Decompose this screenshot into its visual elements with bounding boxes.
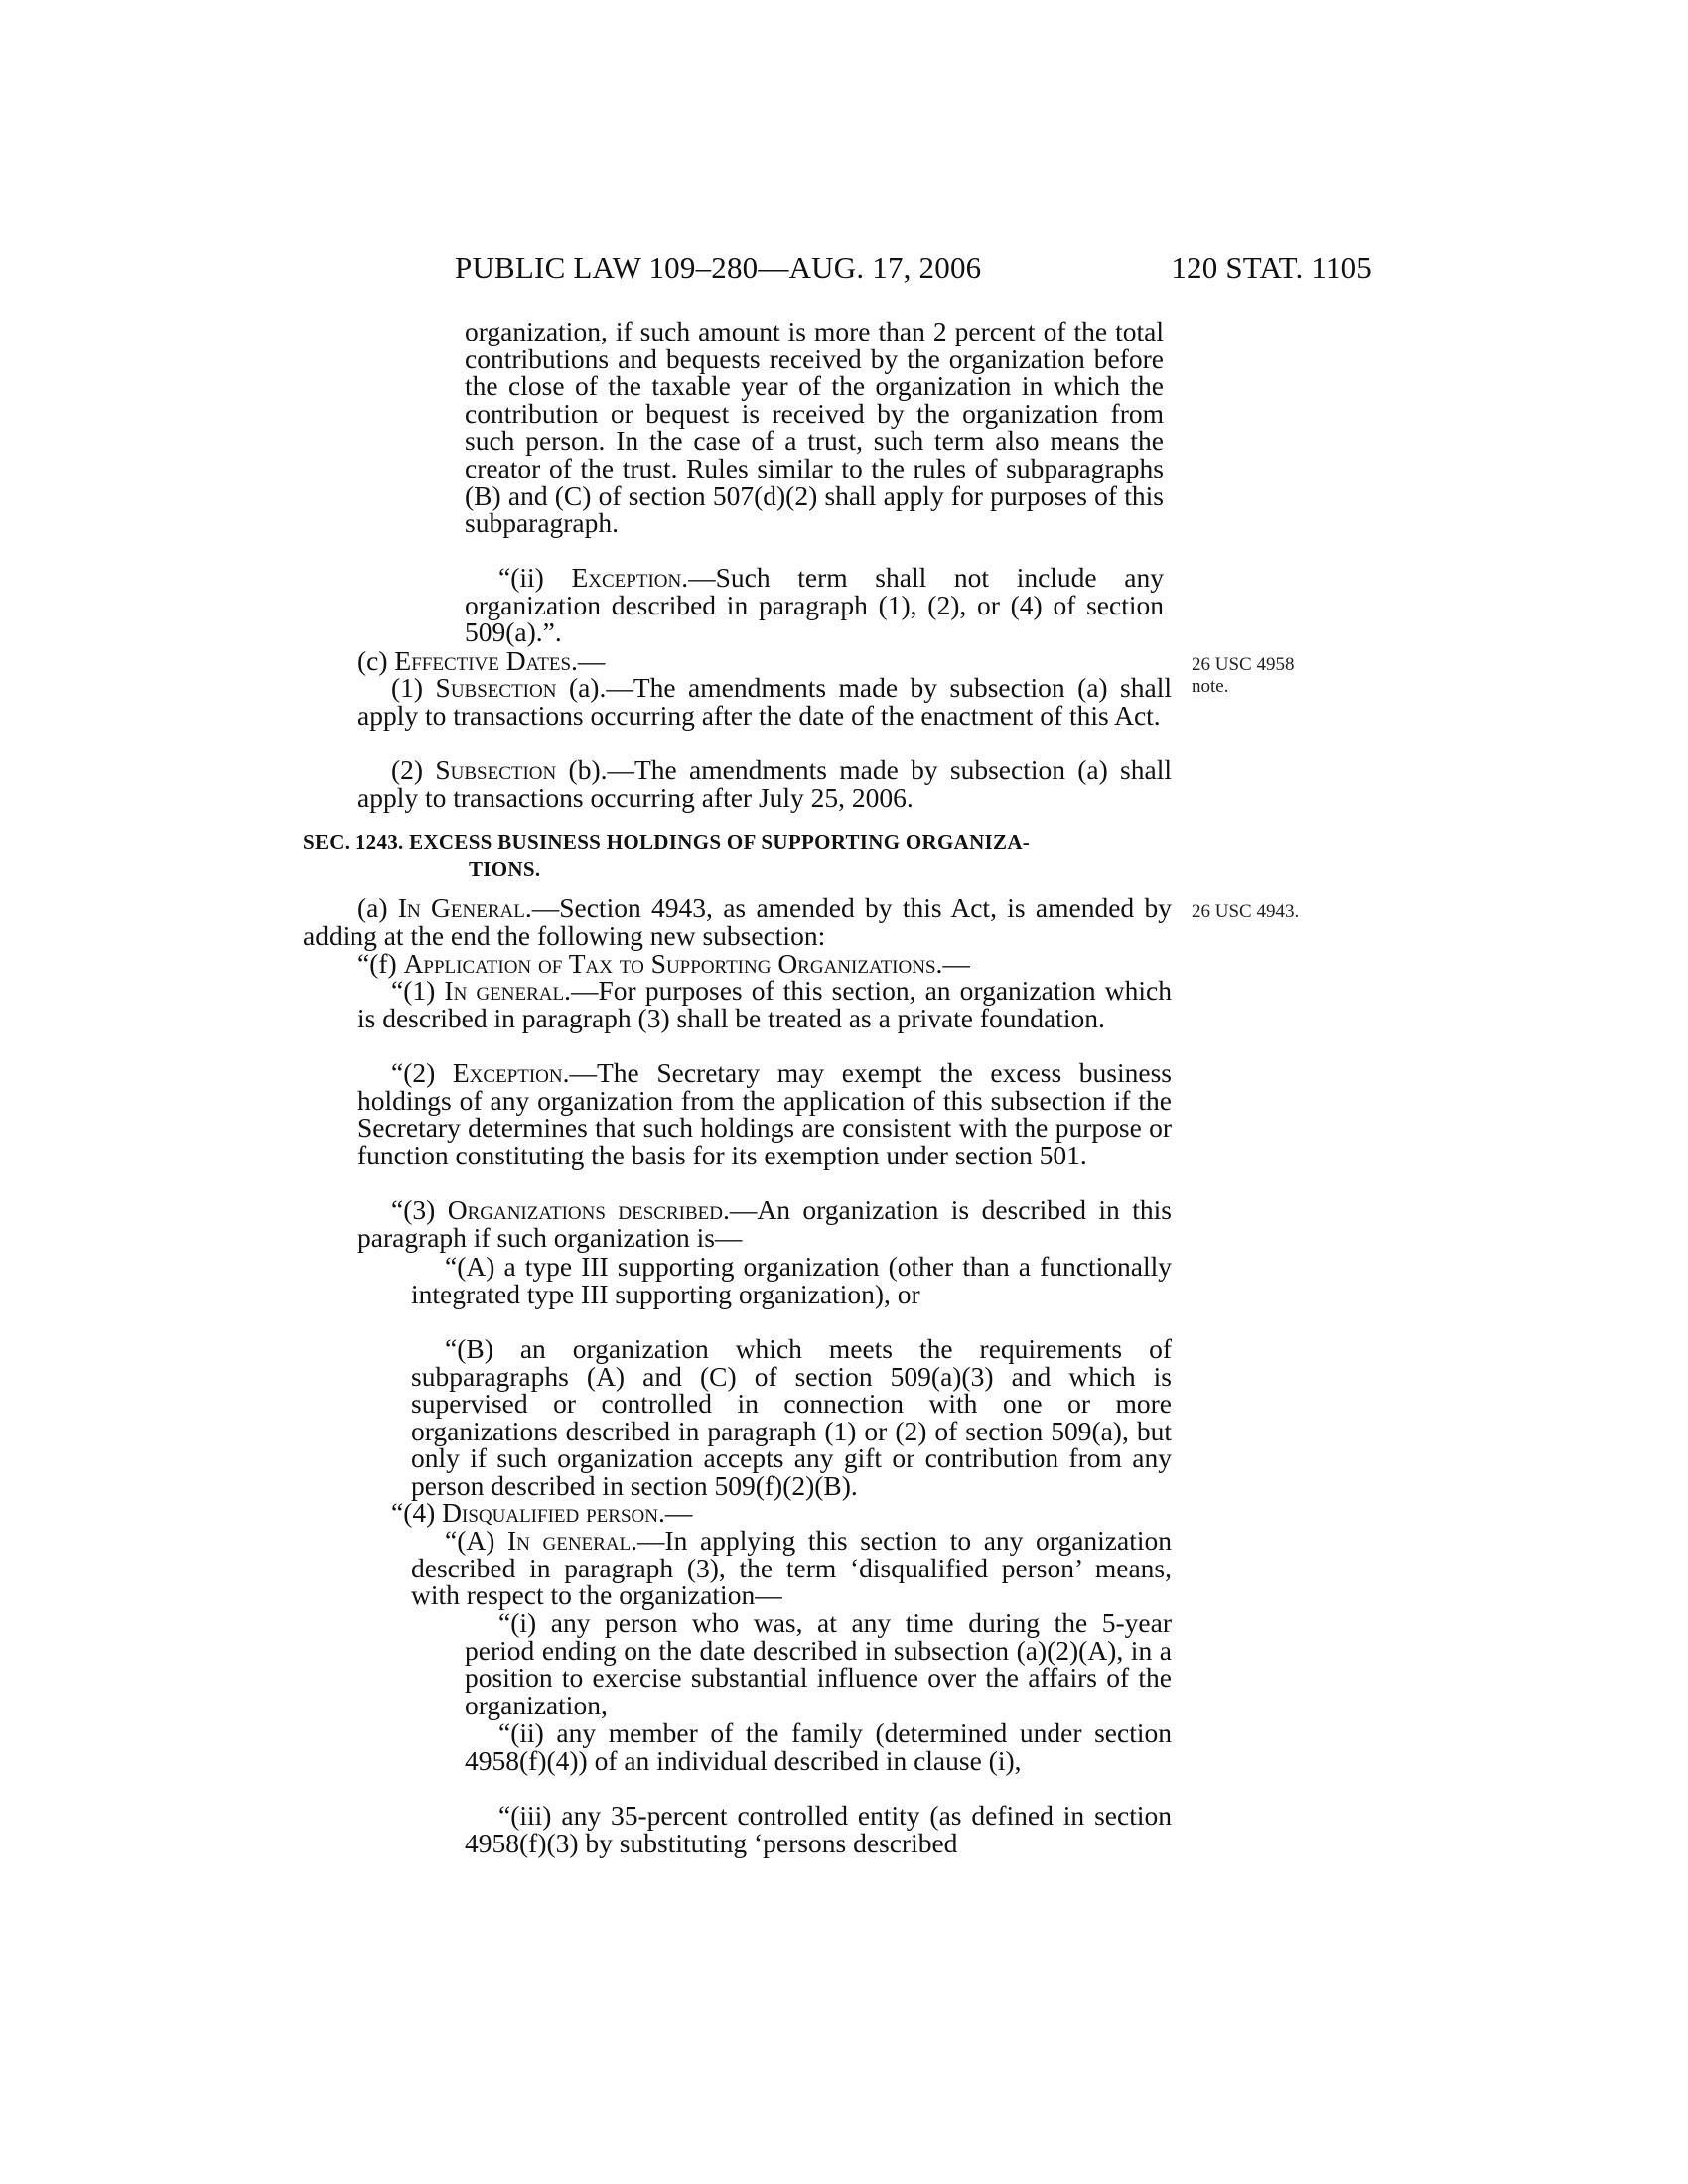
section-heading-line2: TIONS. [469, 857, 541, 881]
margin-note-usc-4943: 26 USC 4943. [1192, 901, 1300, 922]
margin-note-usc-4958 [1192, 654, 1331, 698]
page-header [455, 250, 1372, 290]
paragraph-4-disqualified-person: “(4) Disqualified person.— [391, 1497, 693, 1528]
paragraph-organization-definition: organization, if such amount is more than 2 percent of the total contributions and bequests received by the organization before the close of the taxable year of the organization in which the contribution or bequest is received by the organization from such person. In the case of a trust, such term also means the creator of the trust. Rules similar to the rules of subparagraphs (B) and (C) of section 507(d)(2) shall apply for purposes of this subparagraph. [465, 316, 1164, 539]
paragraph-i-person-influence: “(i) any person who was, at any time during the 5-year period ending on the date described in subsection (a)(2)(A), in a position to exercise substantial influence over the affairs of the organization, [465, 1607, 1172, 1720]
paragraph-f-application-of-tax: “(f) Application of Tax to Supporting Organizations.— [357, 948, 970, 979]
paragraph-B-organization-requirements: “(B) an organization which meets the requirements of subparagraphs (A) and (C) of section 509(a)(3) and which is supervised or controlled in connection with one or more organizations described in paragraph (1) or (2) of section 509(a), but only if such organization accepts any gift or contribution from any person described in section 509(f)(2)(B). [411, 1333, 1172, 1501]
public-law-citation: PUBLIC LAW 109–280—AUG. 17, 2006 [455, 250, 982, 285]
paragraph-ii-exception: “(ii) Exception.—Such term shall not include any organization described in paragraph (1), (2), or (4) of section 509(a).”. [465, 562, 1164, 648]
margin-note-usc-4958-line1: 26 USC 4958 [1192, 654, 1295, 675]
statute-page-number: 120 STAT. 1105 [1171, 250, 1372, 285]
paragraph-A-type-iii: “(A) a type III supporting organization (other than a functionally integrated type III supporting organization), or [411, 1251, 1172, 1309]
paragraph-c-effective-dates: (c) Effective Dates.— [357, 645, 606, 676]
paragraph-2-exception: “(2) Exception.—The Secretary may exempt the excess business holdings of any organization from the application of this subsection if the Secretary determines that such holdings are consistent with the purpose or function constituting the basis for its exemption under section 501. [357, 1057, 1172, 1170]
section-heading [303, 829, 1177, 883]
section-heading-line1: SEC. 1243. EXCESS BUSINESS HOLDINGS OF SUPPORTING ORGANIZA- [303, 830, 1031, 854]
paragraph-1-in-general: “(1) In general.—For purposes of this section, an organization which is described in paragraph (3) shall be treated as a private foundation. [357, 975, 1172, 1033]
paragraph-1-subsection-a: (1) Subsection (a).—The amendments made by subsection (a) shall apply to transactions occurring after the date of the enactment of this Act. [357, 672, 1172, 731]
paragraph-A-in-general: “(A) In general.—In applying this section to any organization described in paragraph (3), the term ‘disqualified person’ means, with respect to the organization— [411, 1525, 1172, 1611]
paragraph-ii-family-member: “(ii) any member of the family (determined under section 4958(f)(4)) of an individual described in clause (i), [465, 1717, 1172, 1776]
paragraph-3-organizations-described: “(3) Organizations described.—An organization is described in this paragraph if such organization is— [357, 1194, 1172, 1253]
paragraph-iii-controlled-entity: “(iii) any 35-percent controlled entity (as defined in section 4958(f)(3) by substituting ‘persons described [465, 1800, 1172, 1858]
margin-note-usc-4958-line2: note. [1192, 676, 1229, 697]
paragraph-2-subsection-b: (2) Subsection (b).—The amendments made by subsection (a) shall apply to transactions occurring after July 25, 2006. [357, 754, 1172, 813]
paragraph-a-in-general: (a) In General.—Section 4943, as amended by this Act, is amended by adding at the end the following new subsection: [303, 892, 1172, 951]
